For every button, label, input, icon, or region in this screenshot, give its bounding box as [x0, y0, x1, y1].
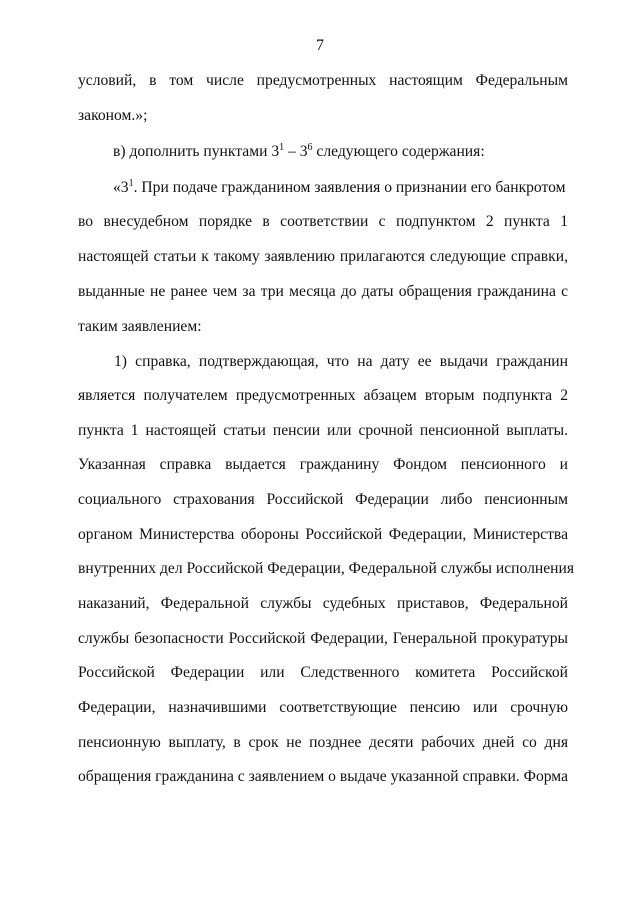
text-line: службы безопасности Российской Федерации, Генеральной прокуратуры — [78, 630, 568, 647]
text-line: социального страхования Российской Федерации либо пенсионным — [78, 491, 568, 508]
text-fragment: в) дополнить пунктами 3 — [113, 143, 280, 160]
text-line: Российской Федерации или Следственного комитета Российской — [78, 664, 568, 681]
text-line: 1) справка, подтверждающая, что на дату ее выдачи гражданин — [114, 353, 568, 370]
text-fragment: «3 — [113, 179, 129, 196]
text-line-with-superscript — [113, 178, 568, 198]
text-line: наказаний, Федеральной службы судебных приставов, Федеральной — [78, 595, 568, 612]
superscript: 1 — [279, 142, 285, 153]
text-fragment: следующего содержания: — [312, 143, 485, 160]
superscript: 6 — [307, 142, 313, 153]
text-fragment: – 3 — [284, 143, 308, 160]
text-line: пункта 1 настоящей статьи пенсии или срочной пенсионной выплаты. — [78, 422, 568, 439]
text-line: внутренних дел Российской Федерации, Федеральной службы исполнения — [78, 560, 574, 577]
text-line: является получателем предусмотренных абзацем вторым подпункта 2 — [78, 387, 568, 404]
text-line: таким заявлением: — [78, 318, 202, 335]
text-line: органом Министерства обороны Российской Федерации, Министерства — [78, 526, 568, 543]
page-number: 7 — [316, 37, 324, 54]
text-line: настоящей статьи к такому заявлению прилагаются следующие справки, — [78, 248, 568, 265]
text-line: условий, в том числе предусмотренных настоящим Федеральным — [78, 72, 568, 89]
text-line-with-superscripts — [113, 142, 568, 162]
text-line: Указанная справка выдается гражданину Фондом пенсионного и — [78, 456, 568, 473]
text-line: выданные не ранее чем за три месяца до даты обращения гражданина с — [78, 283, 568, 300]
text-line: законом.»; — [78, 107, 148, 124]
text-line: во внесудебном порядке в соответствии с подпунктом 2 пункта 1 — [78, 213, 568, 230]
text-line: пенсионную выплату, в срок не позднее десяти рабочих дней со дня — [78, 734, 568, 751]
text-line: Федерации, назначившими соответствующие пенсию или срочную — [78, 699, 568, 716]
text-fragment: . При подаче гражданином заявления о признании его банкротом — [133, 179, 566, 196]
text-line: обращения гражданина с заявлением о выдаче указанной справки. Форма — [78, 768, 568, 785]
superscript: 1 — [128, 178, 134, 189]
